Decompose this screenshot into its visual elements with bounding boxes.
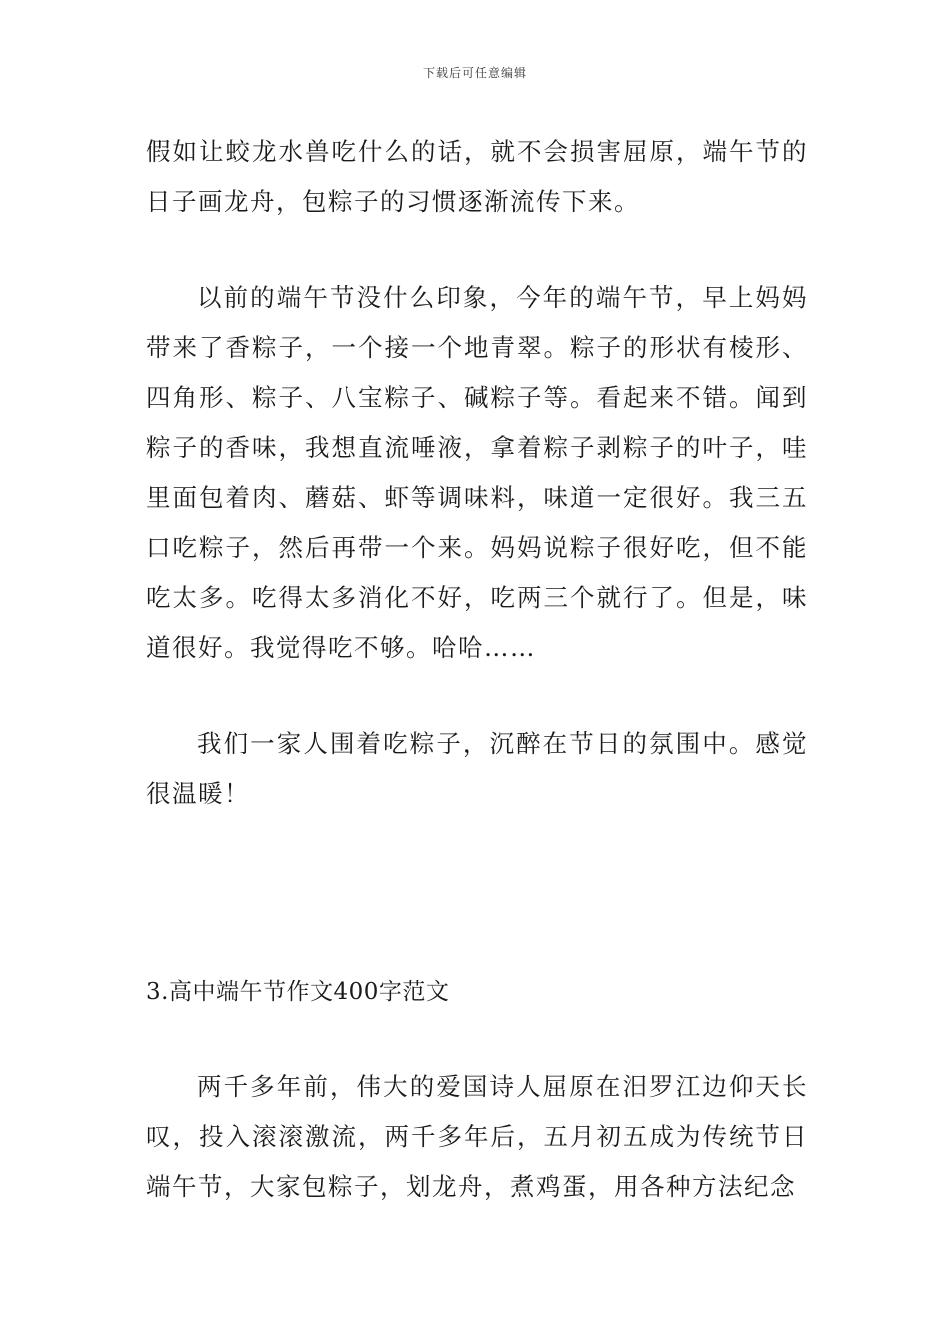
paragraph-family-warmth: 我们一家人围着吃粽子，沉醉在节日的氛围中。感觉很温暖！	[146, 729, 808, 808]
section-heading: 3.高中端午节作文400字范文	[146, 979, 450, 1005]
paragraph-zongzi-memory: 以前的端午节没什么印象，今年的端午节，早上妈妈带来了香粽子，一个接一个地青翠。粽子的形状有棱形、四角形、粽子、八宝粽子、碱粽子等。看起来不错。闻到粽子的香味，我想直流唾液，拿着粽子剥粽子的叶子，哇里面包着肉、蘑菇、虾等调味料，味道一定很好。我三五口吃粽子，然后再带一个来。妈妈说粽子很好吃，但不能吃太多。吃得太多消化不好，吃两三个就行了。但是，味道很好。我觉得吃不够。哈哈……	[146, 283, 808, 662]
paragraph-qu-yuan-story: 两千多年前，伟大的爱国诗人屈原在汨罗江边仰天长叹，投入滚滚激流，两千多年后，五月初五成为传统节日端午节，大家包粽子，划龙舟，煮鸡蛋，用各种方法纪念	[146, 1072, 808, 1201]
document-body	[146, 127, 808, 1212]
page-header-note: 下载后可任意编辑	[422, 66, 527, 80]
paragraph-continuation: 假如让蛟龙水兽吃什么的话，就不会损害屈原，端午节的日子画龙舟，包粽子的习惯逐渐流传下来。	[146, 137, 808, 216]
